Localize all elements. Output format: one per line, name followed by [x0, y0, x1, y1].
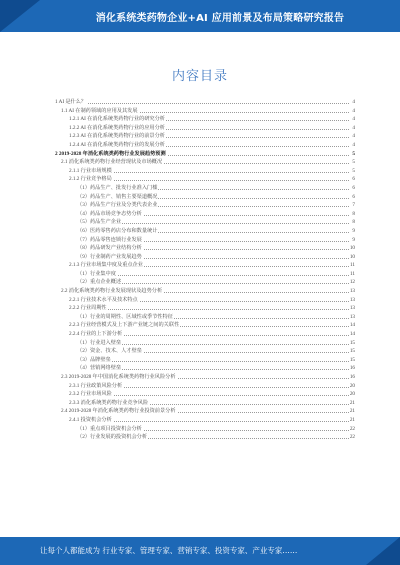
toc-page-number: 4	[352, 107, 355, 114]
toc-entry-label: 2.1.2 行业竞争格局	[69, 176, 112, 183]
footer-bar	[0, 537, 400, 565]
toc-page-number: 15	[349, 348, 355, 355]
toc-entry-label: 2.2.1 行业技术水平及技术特点	[69, 296, 138, 303]
toc-entry[interactable]	[55, 98, 355, 107]
toc-entry[interactable]	[55, 373, 355, 382]
toc-entry[interactable]	[55, 115, 355, 124]
toc-entry-label: （2）药品生产、销售主要渠道概况	[77, 193, 158, 200]
toc-entry-label: （3）药品生产行业及分类代表企业	[77, 202, 158, 209]
toc-entry-label: （1）行业的周期性、区域性或季节性特征	[77, 313, 173, 320]
toc-page-number: 8	[352, 210, 355, 217]
header-corner-decoration	[0, 0, 40, 32]
toc-page-number: 4	[352, 116, 355, 123]
toc-entry[interactable]	[55, 313, 355, 322]
toc-entry[interactable]	[55, 304, 355, 313]
toc-entry-label: （6）医药零售药店分布和数量统计	[77, 227, 158, 234]
toc-entry-label: 2.3.1 行业政策风险分析	[69, 382, 123, 389]
toc-page-number: 10	[349, 253, 355, 260]
toc-leader-dots	[77, 275, 349, 276]
toc-page-number: 20	[349, 391, 355, 398]
toc-page-number: 11	[350, 262, 355, 269]
table-of-contents	[55, 98, 355, 442]
toc-page-number: 4	[352, 99, 355, 105]
toc-entry[interactable]	[55, 236, 355, 245]
toc-entry[interactable]	[55, 407, 355, 416]
toc-page-number: 13	[349, 288, 355, 295]
toc-entry[interactable]	[55, 167, 355, 176]
toc-page-number: 4	[352, 141, 355, 148]
toc-entry-label: （1）行业进入壁垒	[77, 339, 122, 346]
toc-entry[interactable]	[55, 150, 355, 159]
toc-page-number: 4	[352, 133, 355, 140]
toc-page-number: 9	[352, 227, 355, 234]
toc-entry[interactable]	[55, 321, 355, 330]
toc-page-number: 5	[352, 150, 355, 157]
toc-entry[interactable]	[55, 193, 355, 202]
footer-corner-decoration	[366, 537, 400, 565]
toc-page-number: 16	[349, 374, 355, 380]
toc-entry[interactable]	[55, 287, 355, 296]
toc-entry-label: 1.1 AI 在制药领域的应用及其发展	[61, 107, 138, 114]
toc-entry-label: 2.1 消化系统类药物行业经营现状及市场概况	[61, 159, 163, 166]
toc-page-number: 7	[352, 202, 355, 209]
toc-page-number: 4	[352, 124, 355, 131]
toc-page-number: 13	[349, 296, 355, 303]
toc-entry[interactable]	[55, 390, 355, 399]
toc-entry-label: （1）行业集中度	[77, 270, 116, 277]
toc-entry[interactable]	[55, 347, 355, 356]
toc-entry-label: （2）资金、技术、人才壁垒	[77, 348, 142, 355]
toc-entry[interactable]	[55, 210, 355, 219]
toc-entry[interactable]	[55, 356, 355, 365]
toc-page-number: 22	[349, 425, 355, 432]
toc-entry-label: 2.3.3 消化系统类药物行业竞争风险	[69, 399, 149, 406]
toc-entry[interactable]	[55, 132, 355, 141]
toc-entry[interactable]	[55, 244, 355, 253]
toc-entry-label: 2.4 2019-2028 年消化系统类药物行业投资前景分析	[61, 408, 176, 415]
toc-entry-label: 2.2.2 行业周期性	[69, 305, 107, 312]
toc-page-number: 12	[349, 279, 355, 286]
toc-entry-label: 2.3 2019-2028 年中国消化系统类药物行业风险分析	[61, 374, 176, 380]
toc-entry-label: 2.3.2 行业市场风险	[69, 391, 112, 398]
toc-page-number: 6	[352, 193, 355, 200]
toc-page-number: 8	[352, 219, 355, 226]
toc-page-number: 21	[349, 416, 355, 423]
toc-page-number: 21	[349, 399, 355, 406]
toc-entry-label: 1.2.3 AI 在消化系统类药物行业的前景分析	[69, 133, 165, 140]
toc-entry-label: （2）行业发展的投资机会分析	[77, 434, 148, 441]
toc-entry-label: 1.2.2 AI 在消化系统类药物行业的应用分析	[69, 124, 165, 131]
report-title: 消化系统类药物企业+AI 应用前景及布局策略研究报告	[95, 13, 345, 24]
footer-slogan: 让每个人都能成为 行业专家、管理专家、营销专家、投资专家、产业专家……	[40, 546, 298, 555]
toc-heading: 内容目录	[171, 69, 228, 84]
toc-entry-label: （1）药品生产、批发行业准入门槛	[77, 184, 158, 191]
toc-entry-label: （2）重点企业概述	[77, 279, 122, 286]
toc-entry-label: （4）药品市场竞争态势分析	[77, 210, 142, 217]
toc-entry-label: 2 2019-2028 年消化系统类药物行业发展趋势预测	[55, 150, 166, 157]
toc-entry[interactable]	[55, 364, 355, 373]
toc-page-number: 14	[349, 322, 355, 329]
toc-entry[interactable]	[55, 261, 355, 270]
toc-page-number: 6	[352, 184, 355, 191]
toc-page-number: 20	[349, 382, 355, 389]
toc-entry[interactable]	[55, 425, 355, 434]
toc-entry[interactable]	[55, 141, 355, 150]
toc-entry[interactable]	[55, 218, 355, 227]
toc-entry-label: （8）药品研发产业结构分析	[77, 245, 142, 252]
toc-entry[interactable]	[55, 107, 355, 116]
toc-entry[interactable]	[55, 124, 355, 133]
toc-page-number: 22	[349, 434, 355, 441]
toc-entry[interactable]	[55, 339, 355, 348]
toc-entry-label: 1.2.4 AI 在消化系统类药物行业的发展分析	[69, 141, 165, 148]
toc-page-number: 21	[349, 408, 355, 415]
toc-page-number: 6	[352, 176, 355, 183]
toc-page-number: 11	[350, 270, 355, 277]
toc-entry-label: 2.1.1 行业市场规模	[69, 167, 112, 174]
toc-page-number: 13	[349, 305, 355, 312]
toc-entry[interactable]	[55, 399, 355, 408]
toc-entry-label: （9）行业制药产业发展趋势	[77, 253, 142, 260]
header-bar	[0, 0, 400, 32]
toc-entry-label: （5）药品生产企业	[77, 219, 122, 226]
toc-entry-label: 2.2.3 行业经营模式及上下游产业链之间的关联性	[69, 322, 180, 329]
toc-entry-label: 1.2.1 AI 在消化系统类药物行业的研究分析	[69, 116, 165, 123]
toc-entry[interactable]	[55, 184, 355, 193]
toc-page-number: 10	[349, 245, 355, 252]
toc-leader-dots	[55, 103, 349, 104]
toc-entry-label: 1 AI 是什么？	[55, 99, 87, 105]
toc-entry-label: 2.2 消化系统类药物行业发展现状及趋势分析	[61, 288, 163, 295]
toc-entry[interactable]	[55, 278, 355, 287]
toc-entry-label: 2.2.4 行业的上下游分析	[69, 331, 123, 338]
toc-entry-label: （1）重点项目投资机会分析	[77, 425, 142, 432]
toc-entry[interactable]	[55, 330, 355, 339]
toc-entry-label: 2.1.3 行业市场集中度及重点企业	[69, 262, 143, 269]
toc-entry[interactable]	[55, 296, 355, 305]
toc-entry[interactable]	[55, 175, 355, 184]
toc-page-number: 5	[352, 167, 355, 174]
toc-page-number: 9	[352, 236, 355, 243]
toc-page-number: 13	[349, 313, 355, 320]
toc-entry[interactable]	[55, 382, 355, 391]
toc-entry-label: （7）药品零售连锁行业发展	[77, 236, 142, 243]
toc-entry-label: 2.4.1 投资机会分析	[69, 416, 112, 423]
toc-entry[interactable]	[55, 227, 355, 236]
toc-entry[interactable]	[55, 158, 355, 167]
toc-entry[interactable]	[55, 416, 355, 425]
toc-entry[interactable]	[55, 253, 355, 262]
toc-entry[interactable]	[55, 270, 355, 279]
toc-entry-label: （4）营销网络壁垒	[77, 365, 122, 372]
toc-page-number: 14	[349, 331, 355, 338]
toc-page-number: 15	[349, 356, 355, 363]
toc-leader-dots	[77, 361, 349, 362]
toc-entry[interactable]	[55, 433, 355, 442]
toc-entry-label: （3）品牌壁垒	[77, 356, 111, 363]
toc-page-number: 5	[352, 159, 355, 166]
toc-page-number: 15	[349, 339, 355, 346]
toc-entry[interactable]	[55, 201, 355, 210]
toc-page-number: 16	[349, 365, 355, 372]
toc-leader-dots	[69, 309, 349, 310]
